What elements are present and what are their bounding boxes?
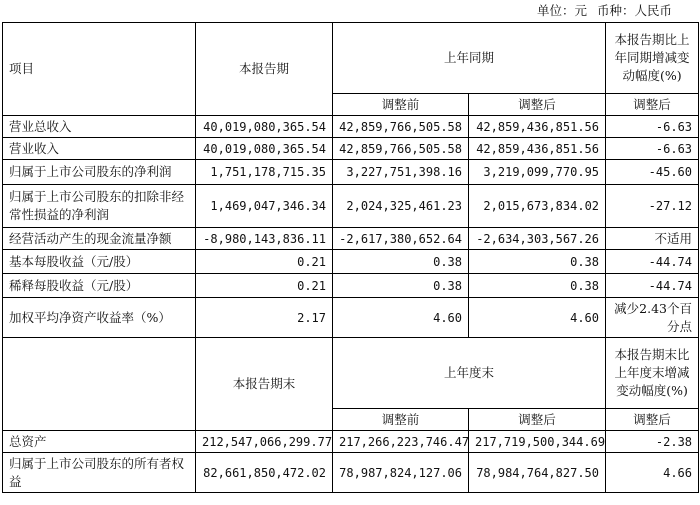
cell-after: 0.38	[469, 250, 606, 274]
cell-current: 0.21	[196, 250, 333, 274]
cell-before: -2,617,380,652.64	[333, 228, 469, 250]
row-label: 归属于上市公司股东的净利润	[3, 160, 196, 185]
header-before-2: 调整前	[333, 409, 469, 431]
cell-before: 4.60	[333, 298, 469, 338]
row-label: 稀释每股收益（元/股）	[3, 274, 196, 298]
cell-current: 82,661,850,472.02	[196, 453, 333, 493]
cell-change: -2.38	[606, 431, 699, 453]
cell-after: 2,015,673,834.02	[469, 185, 606, 228]
header-adjusted: 调整后	[606, 94, 699, 116]
cell-current: 0.21	[196, 274, 333, 298]
cell-before: 42,859,766,505.58	[333, 138, 469, 160]
row-label: 营业收入	[3, 138, 196, 160]
cell-change: -6.63	[606, 138, 699, 160]
cell-before: 0.38	[333, 250, 469, 274]
row-label: 加权平均净资产收益率（%）	[3, 298, 196, 338]
row-label: 基本每股收益（元/股）	[3, 250, 196, 274]
row-label: 归属于上市公司股东的扣除非经常性损益的净利润	[3, 185, 196, 228]
header-row-3	[3, 338, 699, 409]
cell-current: 2.17	[196, 298, 333, 338]
cell-change: 4.66	[606, 453, 699, 493]
cell-after: 217,719,500,344.69	[469, 431, 606, 453]
unit-label: 单位：元	[536, 3, 587, 18]
cell-change: -44.74	[606, 274, 699, 298]
cell-after: 42,859,436,851.56	[469, 138, 606, 160]
header-before: 调整前	[333, 94, 469, 116]
header-current: 本报告期	[196, 23, 333, 116]
table-row	[3, 228, 699, 250]
header-row-1	[3, 23, 699, 94]
table-row	[3, 160, 699, 185]
header-adjusted-2: 调整后	[606, 409, 699, 431]
cell-after: 0.38	[469, 274, 606, 298]
cell-after: 3,219,099,770.95	[469, 160, 606, 185]
table-row	[3, 250, 699, 274]
row-label: 归属于上市公司股东的所有者权益	[3, 453, 196, 493]
cell-before: 78,987,824,127.06	[333, 453, 469, 493]
cell-change: 减少2.43个百分点	[606, 298, 699, 338]
cell-current: 40,019,080,365.54	[196, 116, 333, 138]
cell-change: 不适用	[606, 228, 699, 250]
cell-change: -27.12	[606, 185, 699, 228]
cell-after: 42,859,436,851.56	[469, 116, 606, 138]
cell-change: -6.63	[606, 116, 699, 138]
header-period-end: 本报告期末	[196, 338, 333, 431]
cell-before: 2,024,325,461.23	[333, 185, 469, 228]
header-after: 调整后	[469, 94, 606, 116]
cell-change: -44.74	[606, 250, 699, 274]
table-row	[3, 298, 699, 338]
header-prior: 上年同期	[333, 23, 606, 94]
cell-current: 40,019,080,365.54	[196, 138, 333, 160]
header-change-2: 本报告期末比上年度末增减变动幅度(%)	[606, 338, 699, 409]
header-change: 本报告期比上年同期增减变动幅度(%)	[606, 23, 699, 94]
table-row	[3, 453, 699, 493]
header-item: 项目	[3, 23, 196, 116]
table-row	[3, 185, 699, 228]
unit-line	[0, 0, 700, 22]
table-row	[3, 431, 699, 453]
cell-current: 1,469,047,346.34	[196, 185, 333, 228]
cell-current: 1,751,178,715.35	[196, 160, 333, 185]
cell-change: -45.60	[606, 160, 699, 185]
table-row	[3, 116, 699, 138]
cell-current: 212,547,066,299.77	[196, 431, 333, 453]
cell-after: 78,984,764,827.50	[469, 453, 606, 493]
cell-before: 42,859,766,505.58	[333, 116, 469, 138]
cell-before: 217,266,223,746.47	[333, 431, 469, 453]
header-prior-year-end: 上年度末	[333, 338, 606, 409]
cell-before: 3,227,751,398.16	[333, 160, 469, 185]
cell-after: -2,634,303,567.26	[469, 228, 606, 250]
header-empty	[3, 338, 196, 431]
table-row	[3, 138, 699, 160]
cell-before: 0.38	[333, 274, 469, 298]
cell-current: -8,980,143,836.11	[196, 228, 333, 250]
financial-data-table	[2, 22, 699, 493]
table-row	[3, 274, 699, 298]
header-after-2: 调整后	[469, 409, 606, 431]
cell-after: 4.60	[469, 298, 606, 338]
currency-label: 币种：人民币	[596, 3, 672, 18]
row-label: 营业总收入	[3, 116, 196, 138]
row-label: 总资产	[3, 431, 196, 453]
row-label: 经营活动产生的现金流量净额	[3, 228, 196, 250]
